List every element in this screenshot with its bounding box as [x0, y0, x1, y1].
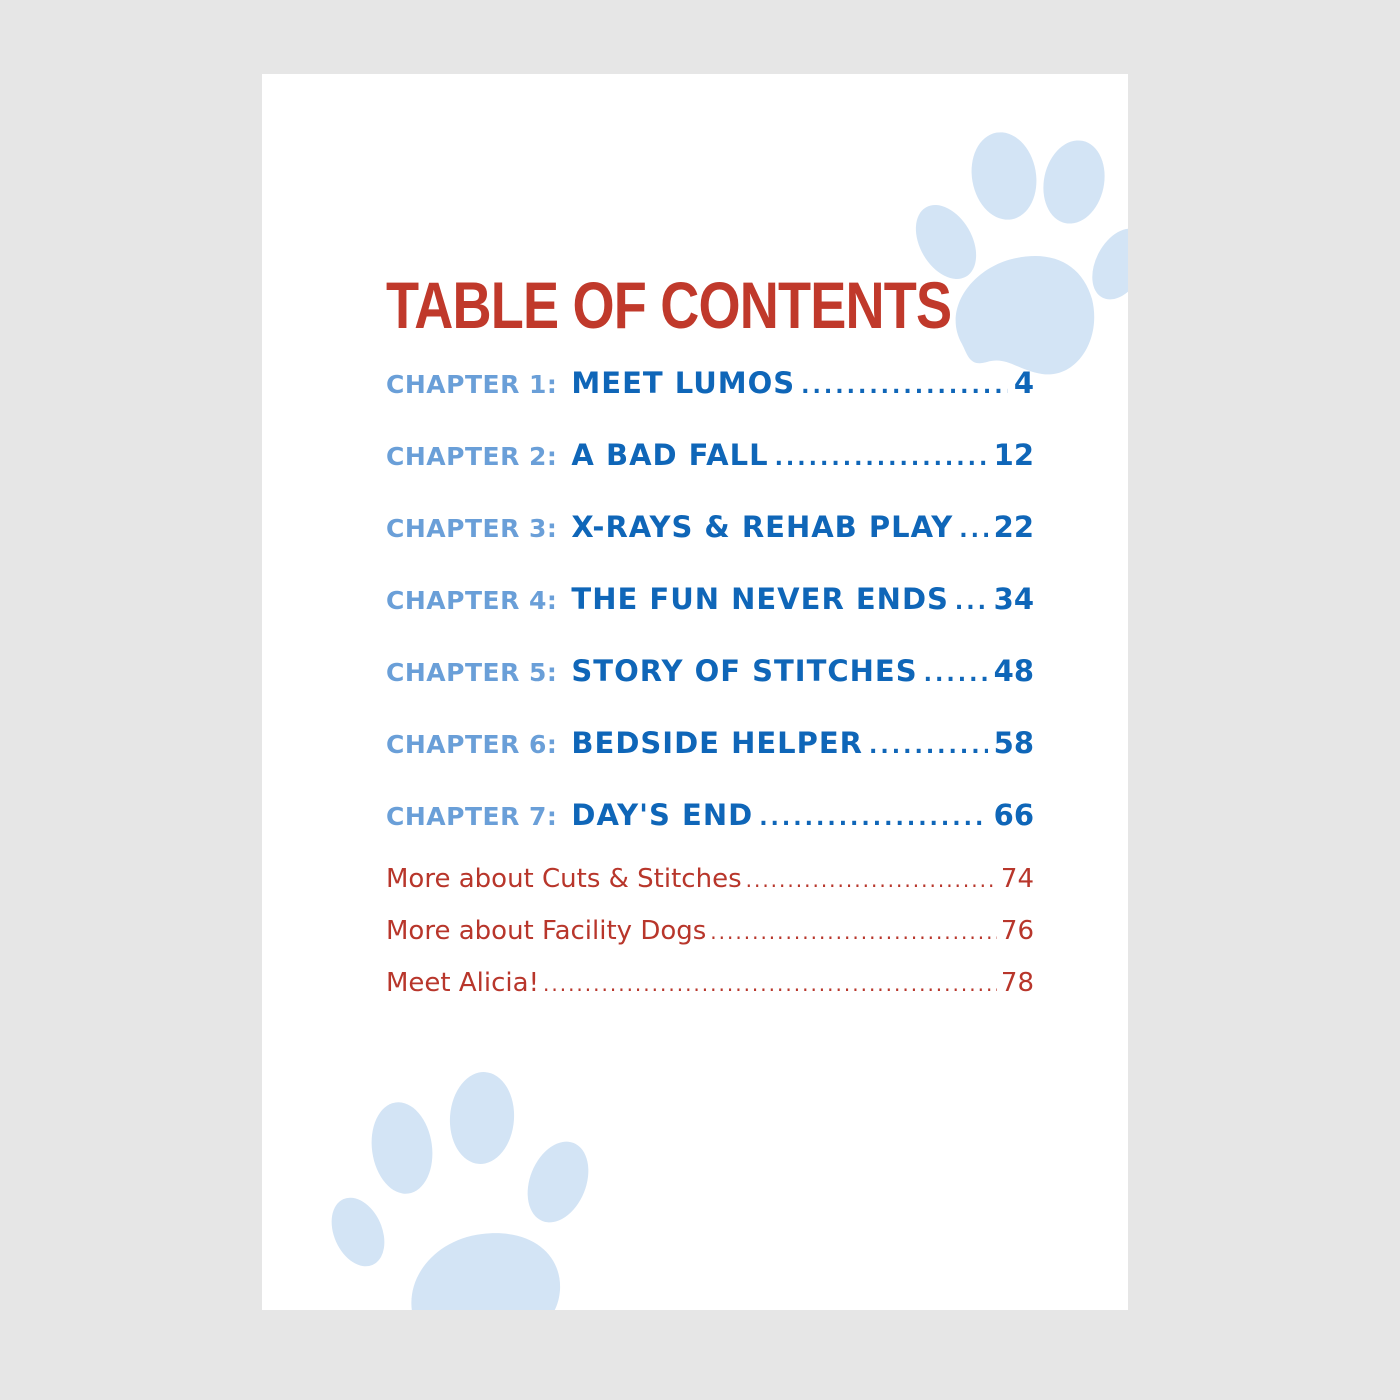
chapter-number: CHAPTER 6: — [386, 730, 558, 759]
book-page — [262, 74, 1128, 1310]
dot-leader — [959, 518, 987, 543]
chapter-title: A BAD FALL — [571, 438, 769, 472]
page-number: 12 — [993, 438, 1034, 472]
page-number: 76 — [1000, 916, 1034, 946]
chapter-number: CHAPTER 2: — [386, 442, 558, 471]
toc-chapter-row[interactable] — [386, 726, 1034, 798]
toc-chapter-row[interactable] — [386, 582, 1034, 654]
toc-chapter-row[interactable] — [386, 366, 1034, 438]
toc-chapter-row[interactable] — [386, 438, 1034, 510]
toc-extra-row[interactable] — [386, 968, 1034, 1020]
page-number: 34 — [993, 582, 1034, 616]
toc-chapter-row[interactable] — [386, 510, 1034, 582]
chapter-title: MEET LUMOS — [571, 366, 796, 400]
toc-extra-row[interactable] — [386, 864, 1034, 916]
chapter-title: STORY OF STITCHES — [571, 654, 918, 688]
chapter-number: CHAPTER 5: — [386, 658, 558, 687]
paw-print-icon — [322, 1070, 612, 1310]
page-title: TABLE OF CONTENTS — [386, 268, 952, 342]
dot-leader — [955, 590, 988, 615]
toc-chapter-row[interactable] — [386, 654, 1034, 726]
toc-extra-row[interactable] — [386, 916, 1034, 968]
page-number: 66 — [993, 798, 1034, 832]
page-number: 78 — [1000, 968, 1034, 998]
page-number: 58 — [993, 726, 1034, 760]
table-of-contents — [386, 366, 1034, 1020]
chapter-title: BEDSIDE HELPER — [571, 726, 864, 760]
dot-leader — [924, 662, 988, 687]
dot-leader — [710, 920, 997, 944]
chapter-title: X-RAYS & REHAB PLAY — [571, 510, 954, 544]
section-title: More about Facility Dogs — [386, 916, 707, 946]
chapter-number: CHAPTER 7: — [386, 802, 558, 831]
section-title: More about Cuts & Stitches — [386, 864, 742, 894]
chapter-number: CHAPTER 4: — [386, 586, 558, 615]
toc-chapter-row[interactable] — [386, 798, 1034, 870]
dot-leader — [775, 446, 988, 471]
chapter-number: CHAPTER 3: — [386, 514, 558, 543]
chapter-title: DAY'S END — [571, 798, 754, 832]
dot-leader — [746, 868, 997, 892]
page-number: 4 — [1013, 366, 1034, 400]
back-matter-list — [386, 864, 1034, 1020]
page-number: 48 — [993, 654, 1034, 688]
chapter-title: THE FUN NEVER ENDS — [571, 582, 949, 616]
chapter-number: CHAPTER 1: — [386, 370, 558, 399]
section-title: Meet Alicia! — [386, 968, 539, 998]
page-number: 74 — [1000, 864, 1034, 894]
dot-leader — [759, 806, 987, 831]
dot-leader — [869, 734, 988, 759]
dot-leader — [543, 972, 997, 996]
dot-leader — [801, 374, 1008, 399]
page-number: 22 — [993, 510, 1034, 544]
